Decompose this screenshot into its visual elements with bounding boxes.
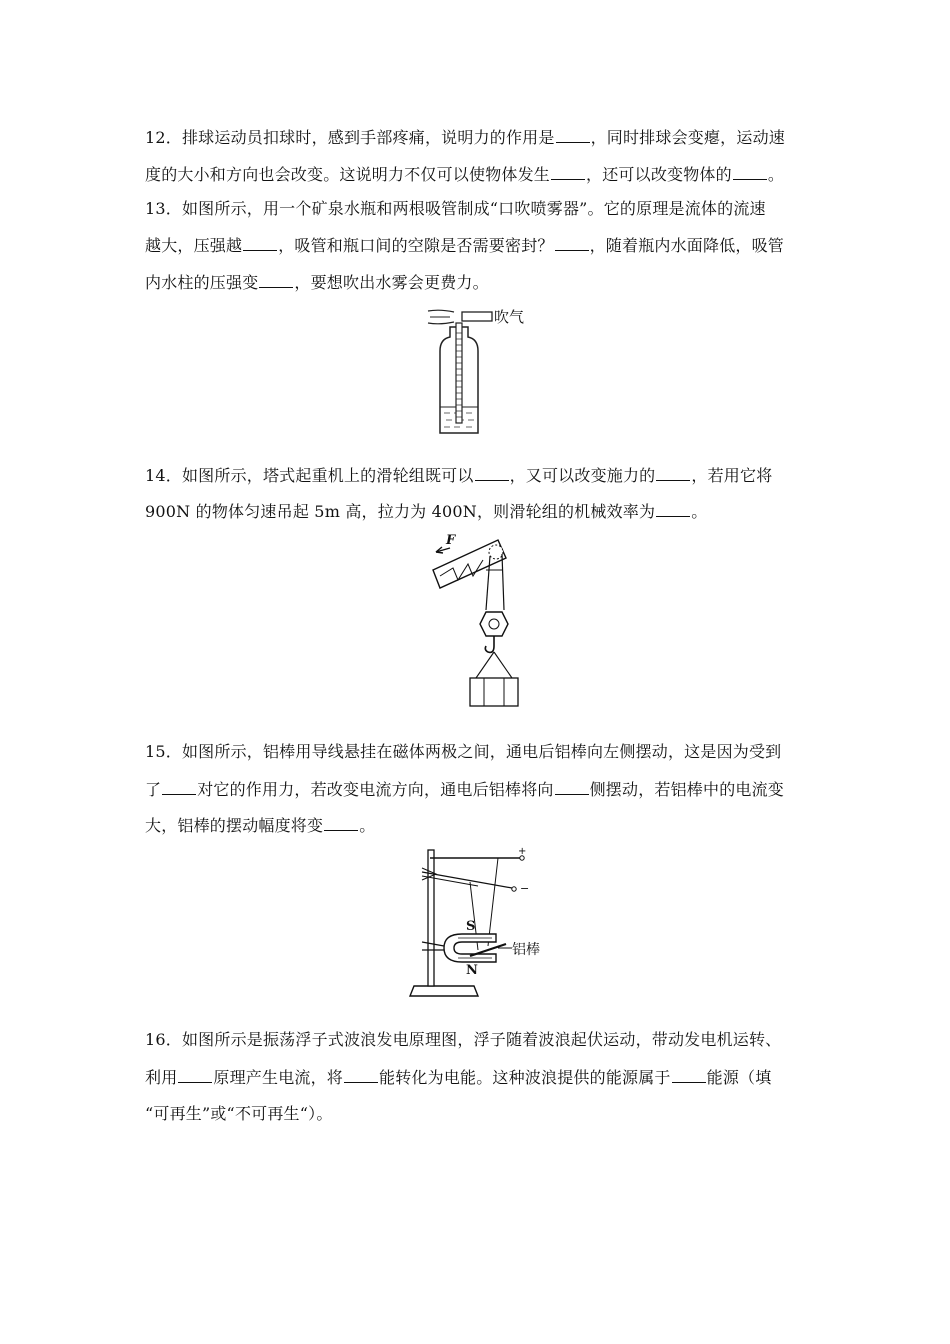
- answer-blank[interactable]: [656, 501, 690, 517]
- answer-blank[interactable]: [178, 1067, 212, 1083]
- answer-blank[interactable]: [162, 779, 196, 795]
- q14-line-1: 14．如图所示，塔式起重机上的滑轮组既可以 ，又可以改变施力的 ，若用它将: [145, 466, 773, 485]
- q16-line-1: 16．如图所示是振荡浮子式波浪发电原理图，浮子随着波浪起伏运动，带动发电机运转、: [145, 1030, 782, 1049]
- q14-line-2: 900N 的物体匀速吊起 5m 高，拉力为 400N，则滑轮组的机械效率为 。: [145, 502, 708, 521]
- answer-blank[interactable]: [672, 1067, 706, 1083]
- answer-blank[interactable]: [344, 1067, 378, 1083]
- q13-line-2: 越大，压强越 ，吸管和瓶口间的空隙是否需要密封？ ，随着瓶内水面降低，吸管: [145, 236, 785, 255]
- q12-line-1: 12．排球运动员扣球时，感到手部疼痛，说明力的作用是 ，同时排球会变瘪，运动速: [145, 128, 785, 147]
- answer-blank[interactable]: [555, 235, 589, 251]
- q15-number: 15．: [145, 742, 182, 761]
- answer-blank[interactable]: [551, 164, 585, 180]
- q16-number: 16．: [145, 1030, 182, 1049]
- sprayer-figure: [420, 303, 540, 443]
- q16-line-2: 利用 原理产生电流，将 能转化为电能。这种波浪提供的能源属于 能源（填: [145, 1068, 772, 1087]
- s-pole-label: S: [466, 919, 476, 934]
- q16-line-3: “可再生”或“不可再生“）。: [145, 1104, 333, 1123]
- crane-figure: [428, 530, 528, 710]
- q15-line-2: 了 对它的作用力，若改变电流方向，通电后铝棒将向 侧摆动，若铝棒中的电流变: [145, 780, 785, 799]
- plus-terminal-label: +: [518, 846, 527, 857]
- answer-blank[interactable]: [259, 272, 293, 288]
- answer-blank[interactable]: [324, 815, 358, 831]
- minus-terminal-label: −: [520, 882, 530, 895]
- q13-number: 13．: [145, 199, 182, 218]
- force-label: F: [446, 533, 456, 548]
- q15-line-1: 15．如图所示，铝棒用导线悬挂在磁体两极之间，通电后铝棒向左侧摆动，这是因为受到: [145, 742, 782, 761]
- answer-blank[interactable]: [656, 465, 690, 481]
- answer-blank[interactable]: [555, 779, 589, 795]
- answer-blank[interactable]: [733, 164, 767, 180]
- q13-line-1: 13．如图所示，用一个矿泉水瓶和两根吸管制成“口吹喷雾器”。它的原理是流体的流速: [145, 199, 766, 218]
- q12-number: 12．: [145, 128, 182, 147]
- n-pole-label: N: [466, 963, 478, 978]
- answer-blank[interactable]: [475, 465, 509, 481]
- blow-label: 吹气: [494, 308, 525, 326]
- q14-number: 14．: [145, 466, 182, 485]
- q12-line-2: 度的大小和方向也会改变。这说明力不仅可以使物体发生 ，还可以改变物体的 。: [145, 165, 785, 184]
- answer-blank[interactable]: [243, 235, 277, 251]
- q15-line-3: 大，铝棒的摆动幅度将变 。: [145, 816, 376, 835]
- q13-line-3: 内水柱的压强变 ，要想吹出水雾会更费力。: [145, 273, 489, 292]
- rod-label: 铝棒: [512, 942, 540, 958]
- magnet-figure: [408, 846, 548, 1002]
- answer-blank[interactable]: [556, 127, 590, 143]
